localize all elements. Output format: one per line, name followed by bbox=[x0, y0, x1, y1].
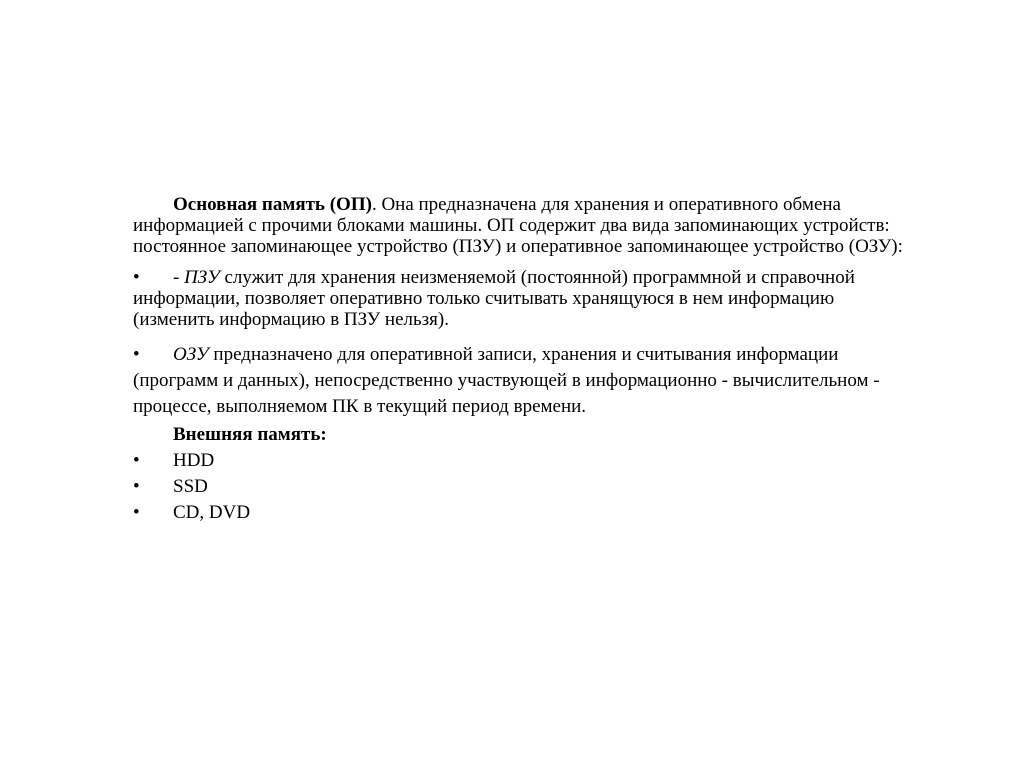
rom-paragraph bbox=[133, 267, 913, 330]
rom-text: служит для хранения неизменяемой (постоянной) программной и справочной информации, позволяет оперативно только считывать хранящуюся в нем информацию (изменить информацию в ПЗУ нельзя). bbox=[133, 267, 855, 330]
list-item-label: HDD bbox=[173, 450, 215, 471]
list-item-label: SSD bbox=[173, 476, 208, 497]
list-item bbox=[133, 474, 913, 500]
rom-prefix: - bbox=[173, 267, 185, 288]
slide-content bbox=[133, 194, 913, 526]
list-item bbox=[133, 500, 913, 526]
main-memory-text: . Она предназначена для хранения и оперативного обмена информацией с прочими блоками машины. ОП содержит два вида запоминающих устройств: постоянное запоминающее устройство (ПЗУ) и оперативное запоминающее устройство (ОЗУ): bbox=[133, 194, 903, 257]
list-bullet: • bbox=[133, 502, 140, 523]
list-item bbox=[133, 448, 913, 474]
ram-term: ОЗУ bbox=[173, 344, 209, 365]
rom-term: ПЗУ bbox=[184, 267, 220, 288]
main-memory-paragraph bbox=[133, 194, 913, 257]
list-bullet: • bbox=[133, 476, 140, 497]
external-memory-list bbox=[133, 448, 913, 526]
ram-paragraph bbox=[133, 342, 913, 420]
external-memory-title: Внешняя память: bbox=[173, 424, 327, 445]
main-memory-title: Основная память (ОП) bbox=[173, 194, 372, 215]
list-bullet: • bbox=[133, 450, 140, 471]
rom-bullet: • bbox=[133, 267, 140, 288]
ram-text: предназначено для оперативной записи, хранения и считывания информации (программ и данных), непосредственно участвующей в информационно - вычислительном - процессе, выполняемом ПК в текущий период времени. bbox=[133, 344, 880, 417]
list-item-label: CD, DVD bbox=[173, 502, 251, 523]
ram-bullet: • bbox=[133, 344, 140, 365]
